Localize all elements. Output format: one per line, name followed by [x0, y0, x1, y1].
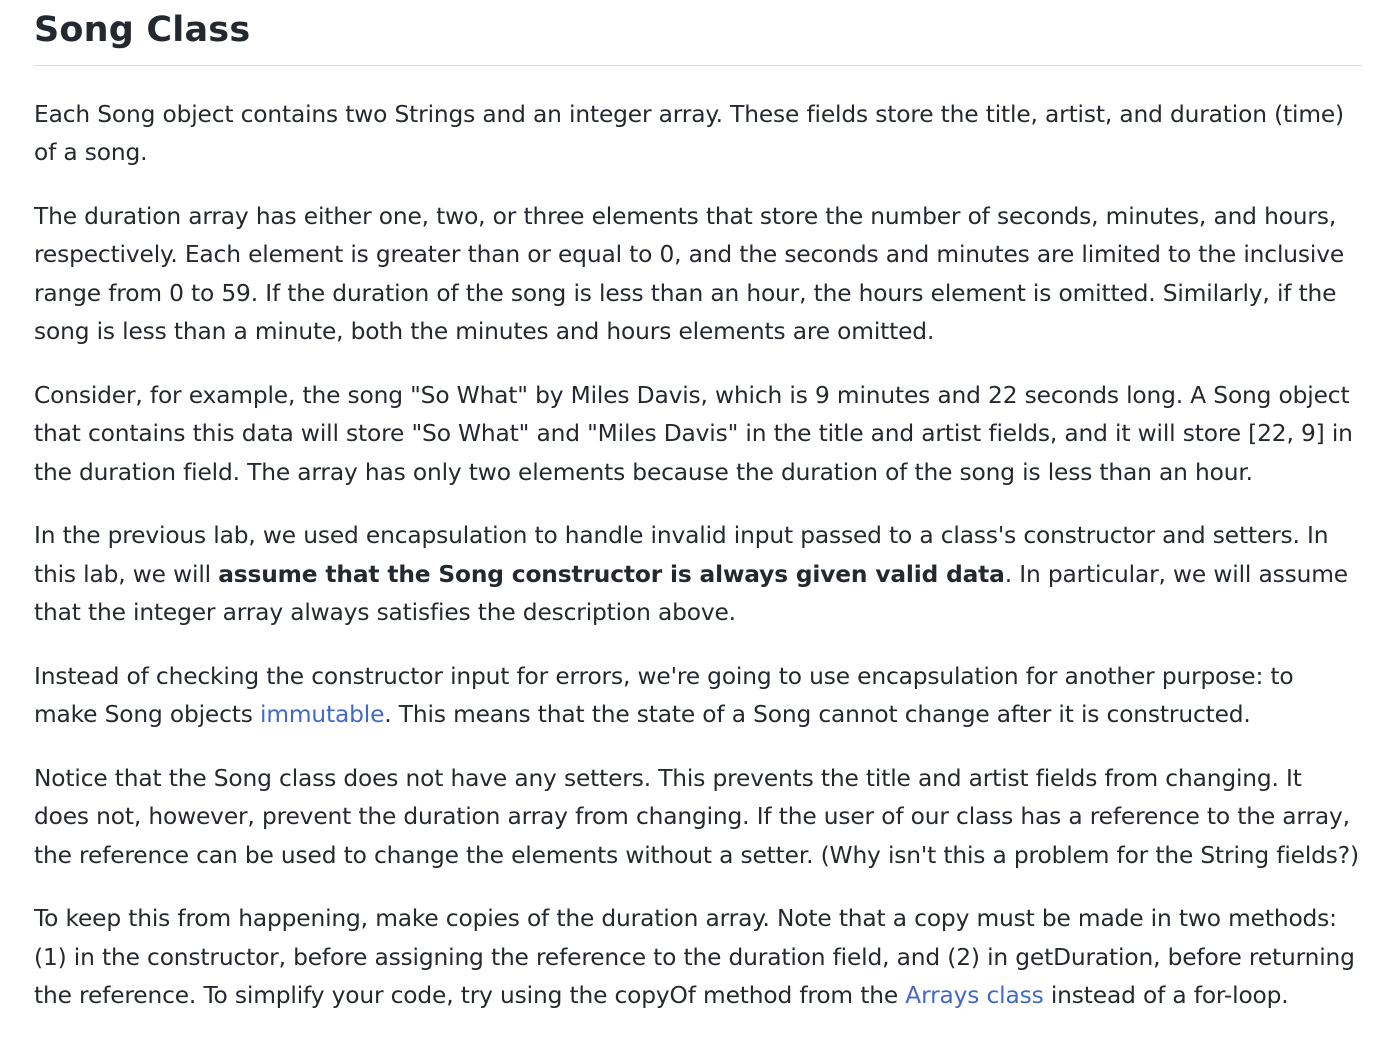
page-title: Song Class: [34, 0, 1362, 66]
paragraph-duration-array: The duration array has either one, two, or three elements that store the number of seconds, minutes, and hours, respectively. Each element is greater than or equal to 0, and the seconds and minutes are limited to the inclusive range from 0 to 59. If the duration of the song is less than an hour, the hours element is omitted. Similarly, if the song is less than a minute, both the minutes and hours elements are omitted.: [34, 202, 1345, 346]
paragraph-no-setters: Notice that the Song class does not have any setters. This prevents the title and artist fields from changing. It does not, however, prevent the duration array from changing. If the user of our class has a reference to the array, the reference can be used to change the elements without a setter. (Why isn't this a problem for the String fields?): [34, 764, 1359, 869]
paragraph-immutable-text-start: Instead of checking the constructor input for errors, we're going to use encapsulation for another purpose: to make Song objects: [34, 662, 1294, 729]
paragraph-immutable-text-end: . This means that the state of a Song cannot change after it is constructed.: [384, 701, 1251, 729]
arrays-class-link[interactable]: Arrays class: [905, 982, 1044, 1010]
paragraph-valid-data: [34, 517, 1362, 633]
document-body: [34, 0, 1362, 1016]
paragraph-valid-data-text-end: . In particular, we will assume that the integer array always satisfies the description above.: [34, 560, 1348, 627]
paragraph-example: Consider, for example, the song "So What" by Miles Davis, which is 9 minutes and 22 seconds long. A Song object that contains this data will store "So What" and "Miles Davis" in the title and artist fields, and it will store [22, 9] in the duration field. The array has only two elements because the duration of the song is less than an hour.: [34, 381, 1353, 486]
paragraph-copies-text-start: To keep this from happening, make copies of the duration array. Note that a copy must be made in two methods: (1) in the constructor, before assigning the reference to the duration field, and (2) in getDuration, before returning the reference. To simplify your code, try using the copyOf method from the: [34, 905, 1355, 1010]
paragraph-copies: [34, 900, 1362, 1016]
paragraph-valid-data-text-start: In the previous lab, we used encapsulation to handle invalid input passed to a class's constructor and setters. In this lab, we will: [34, 522, 1329, 588]
valid-data-emphasis: assume that the Song constructor is always given valid data: [218, 560, 1005, 588]
immutable-link[interactable]: immutable: [260, 701, 385, 729]
paragraph-song-fields: Each Song object contains two Strings and an integer array. These fields store the title, artist, and duration (time) of a song.: [34, 100, 1344, 167]
paragraph-immutable: [34, 658, 1362, 735]
paragraph-copies-text-end: instead of a for-loop.: [1043, 982, 1289, 1010]
